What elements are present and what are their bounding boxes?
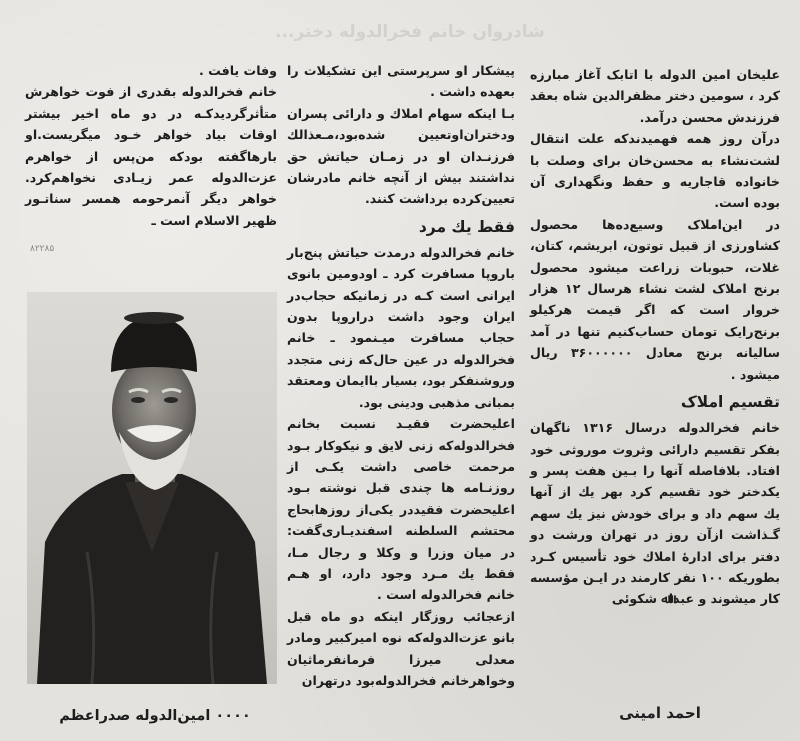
bleed-through-header: شادروان خانم فخرالدوله دختر...	[275, 22, 545, 42]
paragraph: پیشکار او سرپرستی این تشکیلات را بعهده داشت .	[287, 63, 515, 100]
author-byline: احمد امینی	[619, 704, 701, 722]
article-column-right	[530, 64, 780, 610]
article-column-left	[25, 60, 277, 231]
paragraph: در این‌املاک وسیع‌ده‌ها محصول کشاورزی از قبیل توتون، ابریشم، کتان، غلات، حبوبات زراعت میشود محصول برنج املاک لشت نشاء هرسال ۱۲ هزار خروار است که اگر قیمت هرکیلو برنج‌رایک تومان حساب‌کنیم تنها در آمد سالیانه برنج معادل ۳۶۰۰۰۰۰۰ ریال میشود .	[530, 216, 780, 382]
paragraph: وفات یافت .	[198, 63, 277, 78]
paragraph: علیخان امین الدوله با اتابک آغاز مبارزه کرد ، سومین دختر مظفرالدین شاه بعقد فرزندش محسن درآمد.	[530, 67, 780, 125]
paragraph: خانم فخرالدوله بقدری از فوت خواهرش متأثرگردیدکـه در دو ماه اخیر بیشتر اوقات بیاد خواهر خـود میگریست.او بارهاگفته بودکه من‌پس از خواهرم عزت‌الدوله عمر زیـادی نخواهم‌کرد. خواهر دیگر آنمرحومه همسر سناتـور ظهیر الاسلام است ـ	[25, 84, 277, 228]
article-column-middle	[287, 60, 515, 691]
section-heading-division: تقسیم املاک	[680, 393, 780, 412]
paragraph: درآن روز همه فهمیدندکه علت انتقال لشت‌نشاء به محسن‌خان برای وصلت با خانواده قاجاریه و حفظ ونگهداری آن بوده است.	[530, 131, 780, 211]
paragraph: اعلیحضرت فقیـد نسبت بخانم فخرالدوله‌که زنی لایق و نیکوکار بـود مرحمت خاصی داشت یکـی از روزنـامه ها چندی قبل نوشته بـود اعلیحضرت فقیددر یکی‌از روزهابحاج محتشم السلطنه اسفندیـاری‌گفت: در میان وزرا و وکلا و رجال مـا، فقط یك مـرد وجود دارد، او هـم خانم فخرالدوله است .	[287, 416, 515, 603]
portrait-photo	[27, 292, 277, 684]
paragraph: خانم فخرالدوله درسال ۱۳۱۶ ناگهان بفکر تقسیم دارائی وثروت موروثی خود افتاد. بلافاصله آنها را بـین هفت پسر و یکدختر خود تقسیم کرد بهر یك از آنها یك سهم داد و برای خودش نیز یك سهم گـذاشت ازآن روز در تهران ورشت دو دفتر برای اداره‌ٔ املاك خود تأسیس کـرد بطوریکه ۱۰۰ نفر کارمند در ایـن مؤسسه کار میشوند و عبداﷲ شکوئی	[530, 420, 780, 607]
paragraph: بـا اینکه سهام املاك و دارائی پسران ودختران‌اوتعیین شده‌بود،مـعذالك فرزنـدان او در زمـان حیاتش حق نداشتند بیش از آنچه خانم مادرشان تعیین‌کرده برداشت کنند.	[287, 105, 515, 207]
photo-caption: ۰۰۰۰ امین‌الدوله صدراعظم	[59, 708, 251, 724]
paragraph: خانم فخرالدوله درمدت حیاتش پنج‌بار باروپا مسافرت کرد ـ اودومین بانوی ایرانی است کـه در زمانیکه حجاب‌در ایران وجود داشت دراروپا بدون حجاب مسافرت میـنمود ـ خانم فخرالدوله در عین حال‌که زنی متجدد وروشنفکر بود، بسیار باایمان ومعتقد بمبانی مذهبی ودینی بود.	[287, 244, 515, 410]
paragraph: ازعجائب روزگار اینکه دو ماه قبل بانو عزت‌الدوله‌که نوه امیرکبیر ومادر معدلی میرزا فرمانفرماثیان وخواهرخانم فخرالدوله‌بود درتهران	[287, 608, 515, 688]
print-mark: ۸۲۲۸۵	[30, 244, 55, 254]
section-heading-only-man: فقط یك مرد	[418, 217, 515, 236]
portrait-illustration	[27, 292, 277, 684]
